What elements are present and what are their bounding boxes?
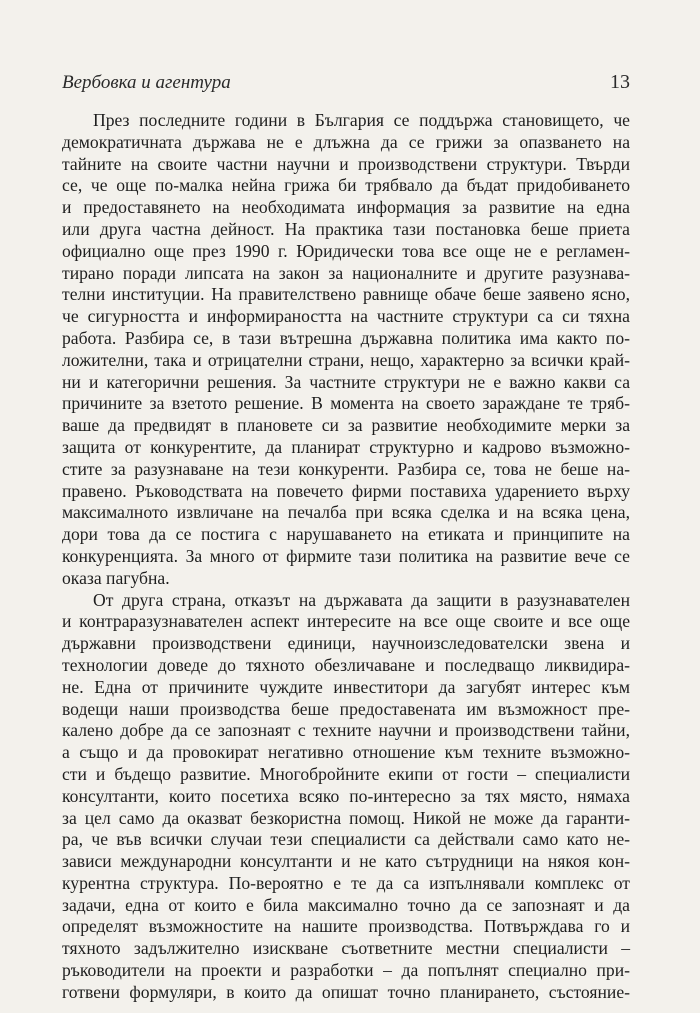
text-line: водещи наши производства беше предоставената им възможност пре- xyxy=(62,698,630,719)
text-line: максималното извличане на печалба при всяка сделка и на всяка цена, xyxy=(62,502,630,523)
text-line: тайните на своите частни научни и производствени структури. Твърди xyxy=(62,153,630,174)
text-line: се, че още по-малка нейна грижа би трябвало да бъдат придобиването xyxy=(62,175,630,196)
text-line: причините за взетото решение. В момента на своето зараждане те тряб- xyxy=(62,393,630,414)
text-line: и контраразузнавателен аспект интересите на все още своите и все още xyxy=(62,611,630,632)
paragraph-1 xyxy=(62,110,630,590)
text-line: не. Една от причините чуждите инвеститори да загубят интерес към xyxy=(62,676,630,697)
text-line: държавни производствени единици, научноизследователски звена и xyxy=(62,633,630,654)
text-line: През последните години в България се поддържа становището, че xyxy=(93,110,630,130)
text-line: стите за разузнаване на тези конкуренти. Разбира се, това не беше на- xyxy=(62,458,630,479)
text-line: ни и категорични решения. За частните структури не е важно какви са xyxy=(62,371,630,392)
text-line: защита от конкурентите, да планират структурно и кадрово възможно- xyxy=(62,436,630,457)
text-line: дори това да се постига с нарушаването на етиката и принципите на xyxy=(62,524,630,545)
text-line: готвени формуляри, в които да опишат точно планирането, състояние- xyxy=(62,981,630,1002)
text-line: ръководители на проекти и разработки – да попълнят специално при- xyxy=(62,960,630,981)
page-header xyxy=(62,72,630,98)
text-line: ра, че във всички случаи тези специалисти са действали само като не- xyxy=(62,829,630,850)
text-line: и предоставянето на необходимата информация за развитие на една xyxy=(62,197,630,218)
text-line: за цел само да оказват безкористна помощ. Никой не може да гаранти- xyxy=(62,807,630,828)
body-text xyxy=(62,110,630,1004)
text-line: сти и бъдещо развитие. Многобройните екипи от гости – специалисти xyxy=(62,763,630,784)
paragraph-2 xyxy=(62,590,630,1004)
text-line: калено добре да се запознаят с техните научни и производствени тайни, xyxy=(62,720,630,741)
text-line: телни институции. На правителствено равнище обаче беше заявено ясно, xyxy=(62,284,630,305)
text-line: ваше да предвидят в плановете си за развитие необходимите мерки за xyxy=(62,415,630,436)
text-line: че сигурността и информираността на частните структури са си тяхна xyxy=(62,306,630,327)
text-line: демократичната държава не е длъжна да се грижи за опазването на xyxy=(62,131,630,152)
text-line: определят възможностите на нашите производства. Потвърждава го и xyxy=(62,916,630,937)
text-line: а също и да провокират негативно отношение към техните възможно- xyxy=(62,742,630,763)
text-line: или друга частна дейност. На практика тази постановка беше приета xyxy=(62,218,630,239)
text-line: тяхното задължително изискване съответните местни специалисти – xyxy=(62,938,630,959)
text-line: ложителни, така и отрицателни страни, нещо, характерно за всички край- xyxy=(62,349,630,370)
page-number: 13 xyxy=(610,71,630,93)
running-title: Вербовка и агентура xyxy=(62,72,231,93)
text-line: курентна структура. По-вероятно е те да са изпълнявали комплекс от xyxy=(62,872,630,893)
text-line: зависи международни консултанти и не като сътрудници на някоя кон- xyxy=(62,851,630,872)
text-line: официално още през 1990 г. Юридически това все още не е регламен- xyxy=(62,240,630,261)
text-line: консултанти, които посетиха всяко по-интересно за тях място, нямаха xyxy=(62,785,630,806)
text-line: задачи, една от които е била максимално точно да се запознаят и да xyxy=(62,894,630,915)
text-line: правено. Ръководствата на повечето фирми поставиха ударението върху xyxy=(62,480,630,501)
text-line: технологии доведе до тяхното обезличаване и последващо ликвидира- xyxy=(62,654,630,675)
text-line: От друга страна, отказът на държавата да защити в разузнавателен xyxy=(93,589,630,610)
text-line: работа. Разбира се, в тази вътрешна държавна политика има както по- xyxy=(62,327,630,348)
text-line: оказа пагубна. xyxy=(62,567,170,588)
text-line: конкуренцията. За много от фирмите тази политика на развитие вече се xyxy=(62,545,630,566)
text-line: тирано поради липсата на закон за националните и другите разузнава- xyxy=(62,262,630,283)
